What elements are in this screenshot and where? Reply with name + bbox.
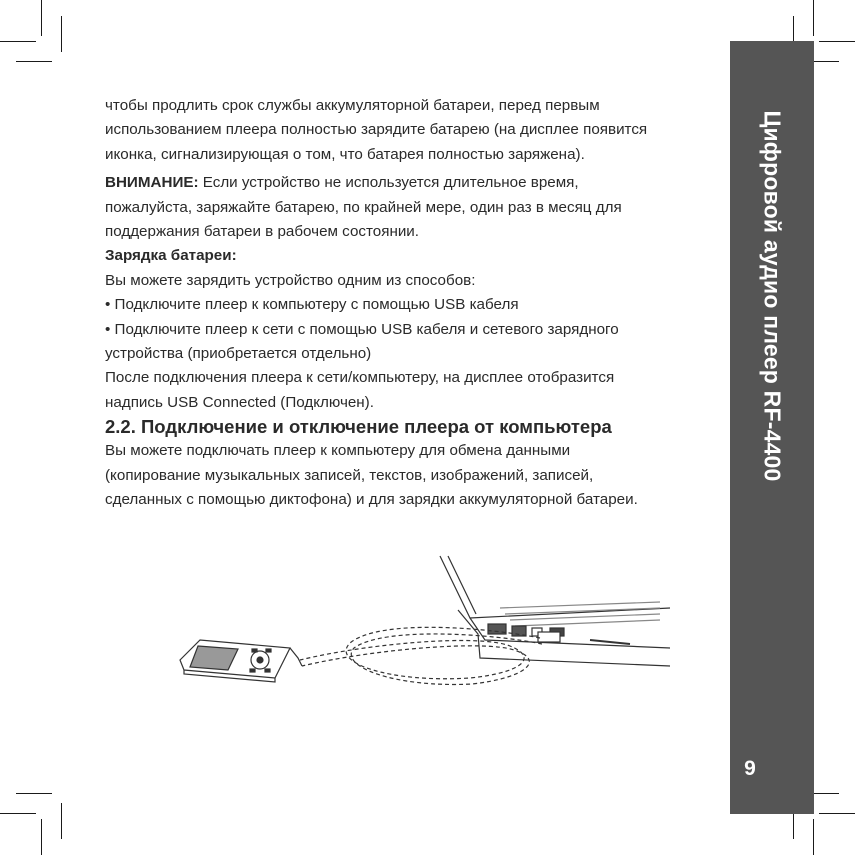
player-laptop-illustration [140,548,670,718]
text-line: использованием плеера полностью зарядите батарею (на дисплее появится [105,121,648,139]
text-line: Вы можете зарядить устройство одним из способов: [105,271,476,289]
crop-mark [61,16,62,52]
crop-mark [41,819,42,855]
crop-mark [41,0,42,36]
crop-mark [61,803,62,839]
text-line: пожалуйста, заряжайте батарею, по крайней мере, один раз в месяц для [105,198,622,216]
sidebar-title: Цифровой аудио плеер RF-4400 [759,110,786,482]
bullet-item: • Подключите плеер к компьютеру с помощью USB кабеля [105,296,519,314]
usb-cable-icon [300,627,540,678]
text-line: чтобы продлить срок службы аккумуляторной батареи, перед первым [105,97,600,114]
text-line: устройства (приобретается отдельно) [105,345,372,363]
text-line: После подключения плеера к сети/компьютеру, на дисплее отобразится [105,369,615,387]
body-text [105,94,705,513]
text-line: поддержания батареи в рабочем состоянии. [105,223,420,241]
warning-text: Если устройство не используется длительное время, [198,174,579,192]
crop-mark [0,41,36,42]
crop-mark [819,41,855,42]
crop-mark [0,813,36,814]
crop-mark [16,61,52,62]
crop-mark [16,793,52,794]
usb-plug-icon [538,632,560,642]
warning-paragraph [105,171,705,195]
page-number: 9 [744,757,756,780]
warning-label: ВНИМАНИЕ: [105,174,199,192]
text-line: иконка, сигнализирующая о том, что батарея полностью заряжена). [105,145,585,163]
crop-mark [813,819,814,855]
player-screen-icon [190,646,238,670]
crop-mark [813,0,814,36]
text-line: Вы можете подключать плеер к компьютеру для обмена данными [105,442,571,460]
text-line: сделанных с помощью диктофона) и для зарядки аккумуляторной батареи. [105,491,638,509]
bullet-item: • Подключите плеер к сети с помощью USB кабеля и сетевого зарядного [105,320,619,338]
crop-mark [819,813,855,814]
section-heading: 2.2. Подключение и отключение плеера от компьютера [105,416,612,438]
text-line: (копирование музыкальных записей, текстов, изображений, записей, [105,466,594,484]
charging-heading: Зарядка батареи: [105,247,237,265]
text-line: надпись USB Connected (Подключен). [105,393,374,411]
